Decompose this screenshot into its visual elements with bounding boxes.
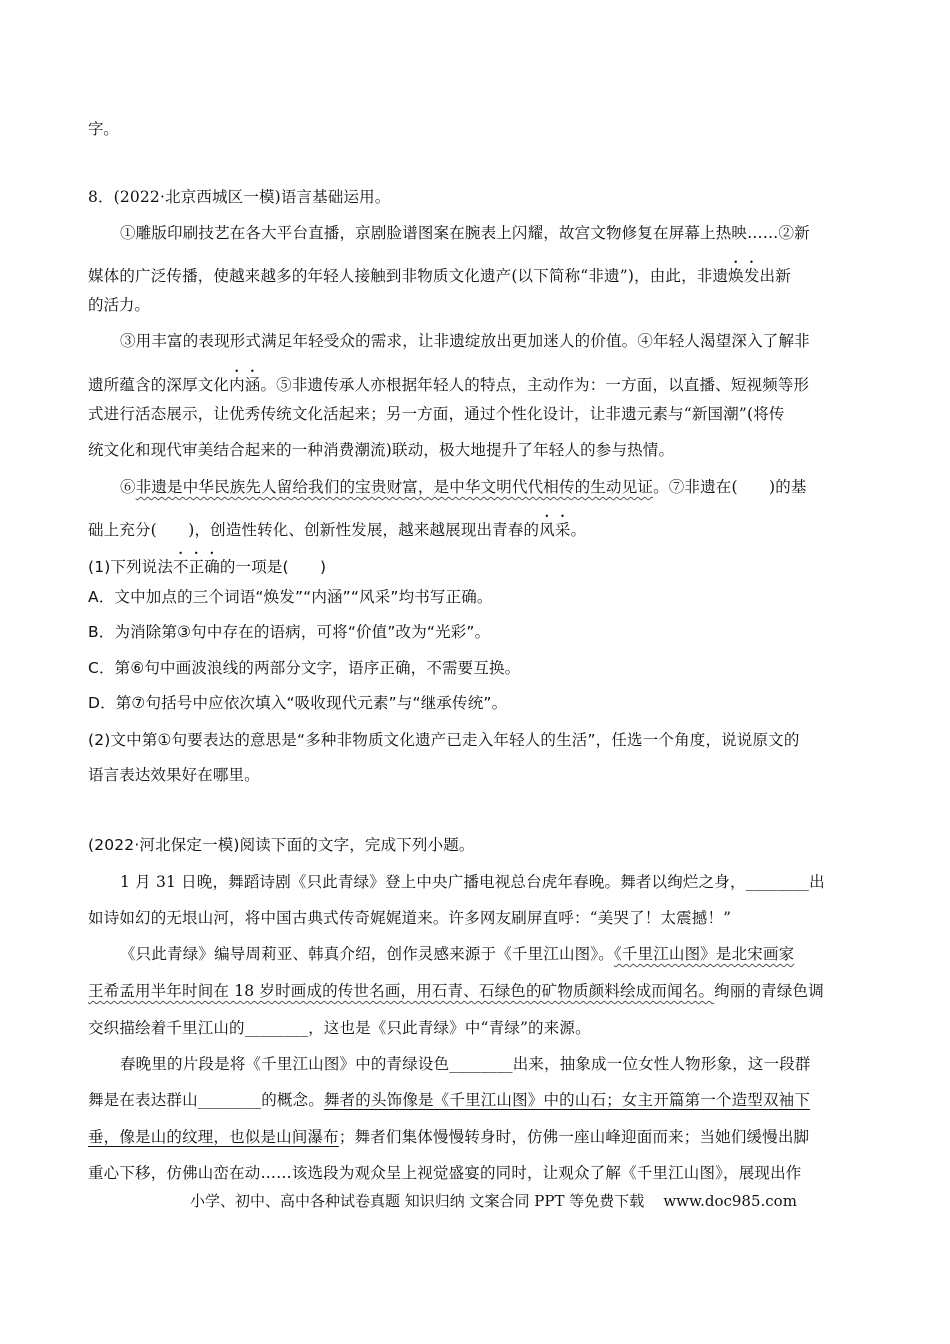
passage-line [88, 1126, 863, 1148]
passage-line [120, 871, 863, 893]
footer-link[interactable]: www.doc985.com [663, 1192, 797, 1210]
text-fragment: 字。 [88, 120, 119, 138]
text-fragment: 交织描绘着千里江山的________，这也是《只此青绿》中“青绿”的来源。 [88, 1019, 591, 1037]
text-fragment: (2)文中第①句要表达的意思是“多种非物质文化遗产已走入年轻人的生活”，任选一个角度，说说原文的 [88, 731, 800, 749]
passage-line [88, 367, 863, 396]
footer-text: 小学、初中、高中各种试卷真题 知识归纳 文案合同 PPT 等免费下载 [190, 1192, 645, 1210]
underlined-text: 舞者的头饰像是《千里江山图》中的山石；女主开篇第一个造型双袖下 [323, 1091, 811, 1109]
passage-line [88, 1017, 863, 1039]
sub-question-2-cont [88, 764, 863, 786]
text-fragment: 。⑦非遗在( )的基 [653, 478, 807, 496]
passage-line [88, 1089, 863, 1111]
text-fragment: 语言表达效果好在哪里。 [88, 766, 260, 784]
text-fragment: 出新 [759, 267, 791, 285]
passage-line [88, 439, 863, 461]
text-fragment: D．第⑦句括号中应依次填入“吸收现代元素”与“继承传统”。 [88, 694, 508, 712]
text-fragment: ；舞者们集体慢慢转身时，仿佛一座山峰迎面而来；当她们缓慢出脚 [338, 1128, 810, 1146]
option-a [88, 586, 863, 608]
continued-text [88, 118, 863, 140]
option-b [88, 621, 863, 643]
page-footer [190, 1190, 797, 1212]
passage-line [88, 403, 863, 425]
dotted-word: 发 [743, 267, 760, 285]
text-fragment: 式进行活态展示，让优秀传统文化活起来；另一方面，通过个性化设计，让非遗元素与“新国潮”(将传 [88, 405, 785, 423]
text-fragment: 绚丽的青绿色调 [714, 982, 824, 1000]
wavy-underlined-text: 非遗是中华民族先人留给我们的宝贵财富，是中华文明代代相传的生动见证 [135, 478, 654, 496]
text-fragment: 础上充分( )，创造性转化、创新性发展，越来越展现出青春的 [88, 521, 540, 539]
text-fragment: A．文中加点的三个词语“焕发”“内涵”“风采”均书写正确。 [88, 588, 493, 606]
text-fragment: 。 [570, 521, 587, 539]
passage-line [88, 258, 863, 287]
text-fragment: 。⑤非遗传承人亦根据年轻人的特点，主动作为：一方面，以直播、短视频等形 [260, 376, 810, 394]
text-fragment: 春晚里的片段是将《千里江山图》中的青绿设色________出来，抽象成一位女性人物形象，这一段群 [120, 1055, 811, 1073]
text-fragment: 遗所蕴含的深厚文化 [88, 376, 230, 394]
passage-line [120, 943, 863, 965]
passage-line [120, 222, 863, 244]
text-fragment: C．第⑥句中画波浪线的两部分文字，语序正确，不需要互换。 [88, 659, 521, 677]
dotted-word: 风 [539, 521, 555, 539]
question-8-header [88, 186, 863, 208]
passage-line [120, 330, 863, 352]
passage-line [88, 1162, 863, 1184]
text-fragment: 重心下移，仿佛山峦在动……该选段为观众呈上视觉盛宴的同时，让观众了解《千里江山图》，展现出作 [88, 1164, 802, 1182]
sub-question-1 [88, 549, 863, 578]
text-fragment: (2022·河北保定一模)阅读下面的文字，完成下列小题。 [88, 836, 475, 854]
text-fragment: 《只此青绿》编导周莉亚、韩真介绍，创作灵感来源于《千里江山图》。 [120, 945, 614, 963]
dotted-word: 不正确 [172, 558, 220, 576]
dotted-word: 涵 [244, 376, 261, 394]
text-fragment: (1)下列说法 [88, 558, 173, 576]
text-fragment: 的活力。 [88, 296, 150, 314]
text-fragment: 如诗如幻的无垠山河，将中国古典式传奇娓娓道来。许多网友刷屏直呼：“美哭了！太震撼！” [88, 909, 732, 927]
underlined-text: 垂，像是山的纹理，也似是山间瀑布 [88, 1128, 339, 1146]
passage-line [120, 1053, 863, 1075]
text-fragment: ③用丰富的表现形式满足年轻受众的需求，让非遗绽放出更加迷人的价值。④年轻人渴望深入了解非 [120, 332, 810, 350]
section-2-header [88, 834, 863, 856]
sub-question-2 [88, 729, 863, 751]
wavy-underlined-text: 王希孟用半年时间在 18 岁时画成的传世名画，用石青、石绿色的矿物质颜料绘成而闻名。 [88, 982, 715, 1000]
text-fragment: ①雕版印刷技艺在各大平台直播，京剧脸谱图案在腕表上闪耀，故宫文物修复在屏幕上热映……②新 [120, 224, 810, 242]
text-fragment: 媒体的广泛传播，使越来越多的年轻人接触到非物质文化遗产(以下简称“非遗”)，由此，非遗 [88, 267, 729, 285]
text-fragment: 1 月 31 日晚，舞蹈诗剧《只此青绿》登上中央广播电视总台虎年春晚。舞者以绚烂之身，________出 [120, 873, 825, 891]
dotted-word: 焕 [728, 267, 744, 285]
wavy-underlined-text: 《千里江山图》是北宋画家 [613, 945, 795, 963]
dotted-word: 内 [229, 376, 245, 394]
passage-line [120, 476, 863, 498]
passage-line [88, 294, 863, 316]
passage-line [88, 907, 863, 929]
passage-line [88, 980, 863, 1002]
passage-line [88, 512, 863, 541]
option-d [88, 692, 863, 714]
dotted-word: 采 [554, 521, 571, 539]
text-fragment: B．为消除第③句中存在的语病，可将“价值”改为“光彩”。 [88, 623, 491, 641]
text-fragment: 8．(2022·北京西城区一模)语言基础运用。 [88, 188, 391, 206]
text-fragment: ⑥ [120, 478, 136, 496]
option-c [88, 657, 863, 679]
text-fragment: 舞是在表达群山________的概念。 [88, 1091, 324, 1109]
text-fragment: 统文化和现代审美结合起来的一种消费潮流)联动，极大地提升了年轻人的参与热情。 [88, 441, 675, 459]
text-fragment: 的一项是( ) [219, 558, 327, 576]
